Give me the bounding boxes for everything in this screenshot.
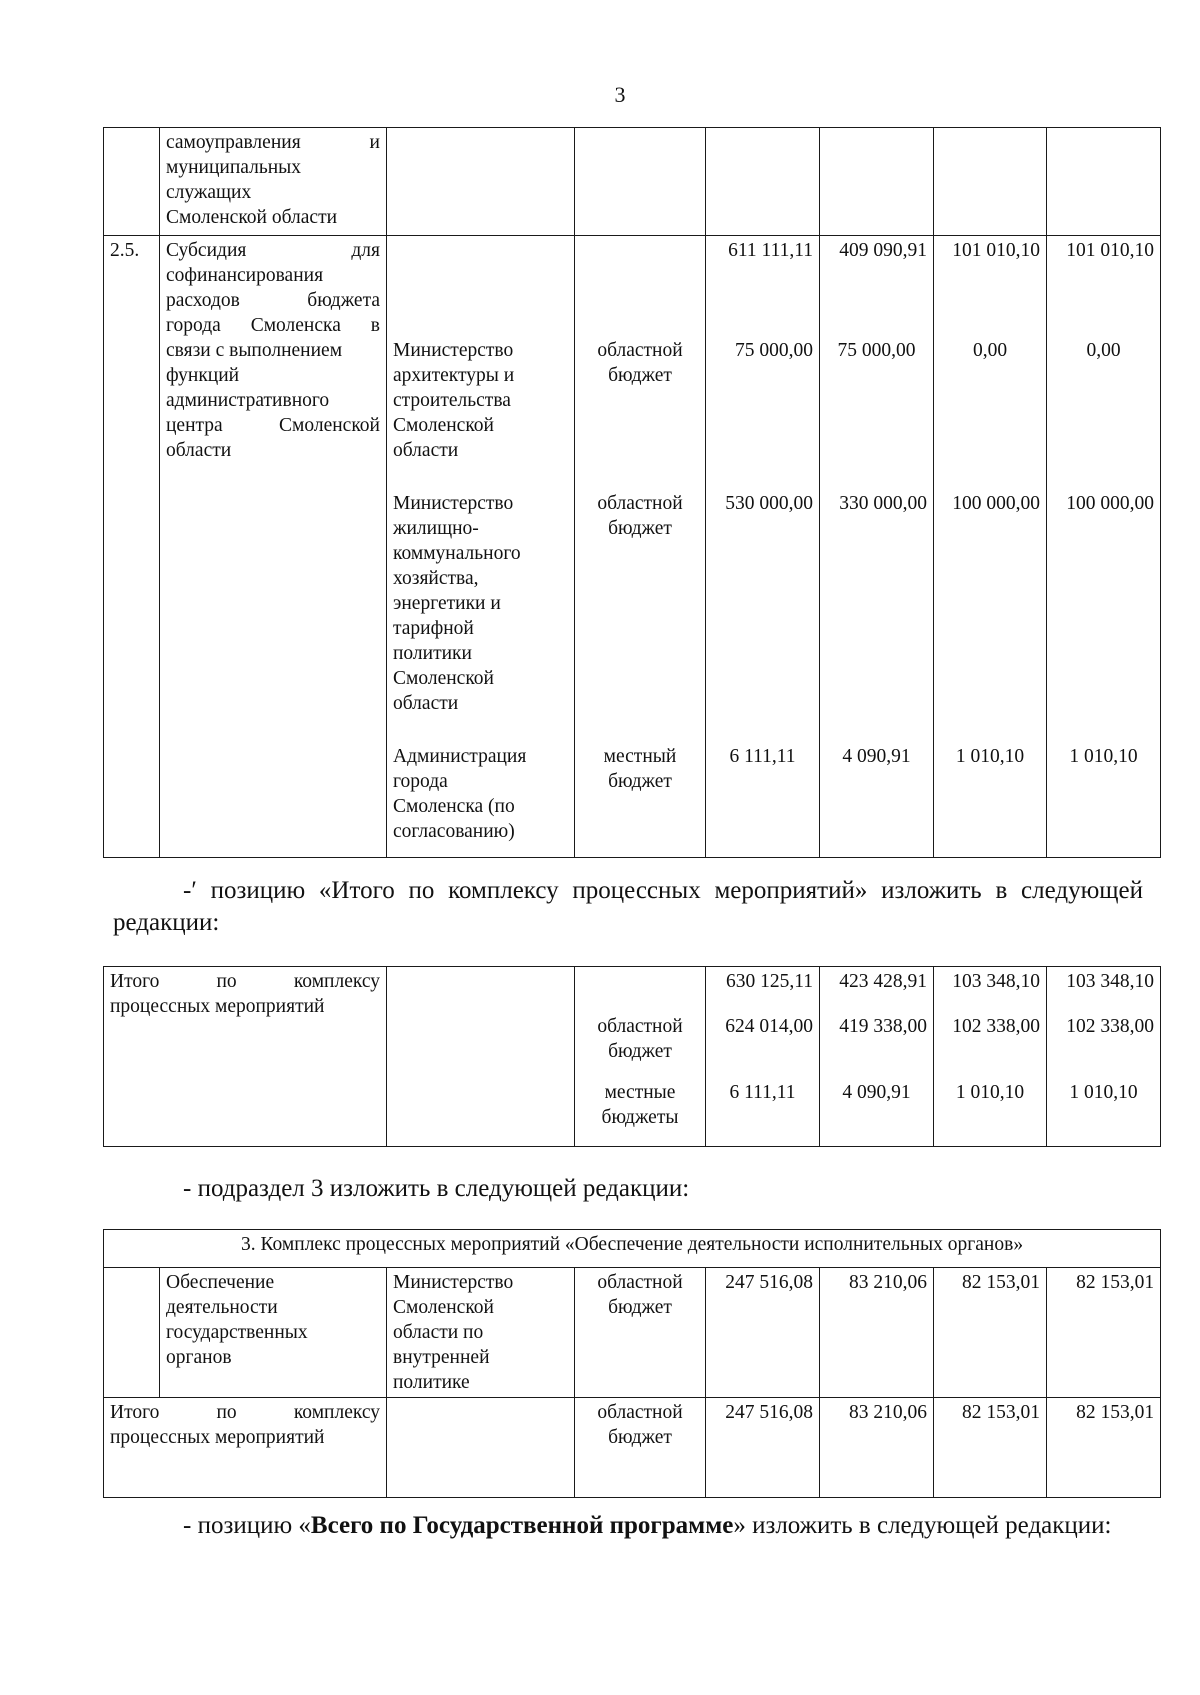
value-total: 409 090,91 [839, 240, 927, 261]
row-number: 2.5. [110, 240, 140, 261]
value-total: 101 010,10 [952, 240, 1040, 261]
value: 100 000,00 [952, 493, 1040, 514]
value: 6 111,11 [729, 746, 796, 767]
value-total: 101 010,10 [1066, 240, 1154, 261]
value: 75 000,00 [735, 340, 813, 361]
cell-text: энергетики и [393, 593, 501, 614]
cell-text: тарифной [393, 618, 474, 639]
instruction-paragraph [113, 1173, 1143, 1205]
cell-text: служащих [166, 182, 252, 203]
cell-text: административного [166, 390, 330, 411]
cell-text: бюджет [608, 1427, 672, 1448]
cell-text: органов [166, 1347, 232, 1368]
page-number: 3 [614, 82, 626, 107]
table-row [104, 236, 1161, 858]
cell-text: Итого по комплексу [110, 971, 380, 992]
cell-text: бюджет [608, 1041, 672, 1062]
value-total: 611 111,11 [728, 240, 813, 261]
paragraph-text-start: - позицию « [183, 1512, 311, 1539]
cell-text: областной [597, 493, 683, 514]
value-total: 103 348,10 [952, 971, 1040, 992]
table-row [104, 1268, 1161, 1398]
value: 102 338,00 [952, 1016, 1040, 1037]
cell-text: бюджет [608, 771, 672, 792]
table-section-3 [103, 1229, 1161, 1498]
table-row [104, 128, 1161, 236]
value: 419 338,00 [839, 1016, 927, 1037]
table-row [104, 1398, 1161, 1498]
cell-text: Администрация [393, 746, 527, 767]
value: 83 210,06 [849, 1272, 927, 1293]
cell-text: бюджет [608, 365, 672, 386]
cell-text: внутренней [393, 1347, 490, 1368]
cell-text: области [166, 440, 232, 461]
cell-text: области [393, 693, 459, 714]
cell-text: центра Смоленской [166, 415, 380, 436]
cell-text: Смоленской [393, 668, 494, 689]
cell-text: местный [603, 746, 677, 767]
cell-text: муниципальных [166, 157, 302, 178]
value: 6 111,11 [729, 1082, 796, 1103]
value: 75 000,00 [837, 340, 916, 361]
table-row [104, 1230, 1161, 1268]
cell-text: областной [597, 1272, 683, 1293]
cell-text: политики [393, 643, 472, 664]
cell-text: деятельности [166, 1297, 278, 1318]
instruction-paragraph [113, 875, 1143, 939]
value: 624 014,00 [725, 1016, 813, 1037]
table-subsidy [103, 127, 1161, 858]
cell-text: государственных [166, 1322, 308, 1343]
cell-text: Смоленской области [166, 207, 338, 228]
cell-text: жилищно- [393, 518, 479, 539]
value: 82 153,01 [1076, 1272, 1155, 1293]
cell-text: функций [166, 365, 240, 386]
cell-text: бюджеты [601, 1107, 679, 1128]
cell-text: областной [597, 340, 683, 361]
cell-text: связи с выполнением [166, 340, 343, 361]
value: 4 090,91 [842, 1082, 911, 1103]
cell-text: области [393, 440, 459, 461]
cell-text: согласованию) [393, 821, 515, 842]
cell-text: процессных мероприятий [110, 1427, 325, 1448]
cell-text: Министерство [393, 340, 514, 361]
value: 1 010,10 [955, 1082, 1025, 1103]
cell-text: процессных мероприятий [110, 996, 325, 1017]
value: 82 153,01 [962, 1272, 1040, 1293]
value: 0,00 [1086, 340, 1121, 361]
cell-text: бюджет [608, 1297, 672, 1318]
cell-text: Субсидия для [166, 240, 380, 261]
cell-text: Смоленской [393, 415, 494, 436]
value: 330 000,00 [839, 493, 927, 514]
cell-text: строительства [393, 390, 511, 411]
cell-text: Смоленской [393, 1297, 494, 1318]
value-total: 103 348,10 [1066, 971, 1154, 992]
cell-text: Смоленска (по [393, 796, 515, 817]
cell-text: самоуправления и [166, 132, 380, 153]
cell-text: местные [604, 1082, 676, 1103]
value: 1 010,10 [1069, 1082, 1138, 1103]
value: 83 210,06 [849, 1402, 927, 1423]
cell-text: Обеспечение [166, 1272, 275, 1293]
paragraph-text-end: » изложить в следующей редакции: [733, 1512, 1112, 1539]
value-total: 630 125,11 [725, 971, 813, 992]
cell-text: софинансирования [166, 265, 324, 286]
value: 4 090,91 [842, 746, 911, 767]
paragraph-text: позицию «Итого по комплексу процессных мероприятий» изложить в следующей редакции: [113, 877, 1143, 936]
value: 247 516,08 [725, 1402, 813, 1423]
paragraph-text: - подраздел 3 изложить в следующей редакции: [183, 1175, 690, 1202]
value: 100 000,00 [1066, 493, 1154, 514]
cell-text: архитектуры и [393, 365, 515, 386]
value-total: 423 428,91 [839, 971, 927, 992]
cell-text: города [393, 771, 448, 792]
table-total-complex [103, 966, 1161, 1147]
hand-mark: -ʹ [183, 877, 197, 904]
value: 102 338,00 [1066, 1016, 1154, 1037]
value: 82 153,01 [1076, 1402, 1155, 1423]
cell-text: Итого по комплексу [110, 1402, 380, 1423]
cell-text: областной [597, 1402, 683, 1423]
cell-text: расходов бюджета [166, 290, 380, 311]
value: 247 516,08 [725, 1272, 813, 1293]
cell-text: коммунального [393, 543, 521, 564]
value: 0,00 [972, 340, 1008, 361]
section-header: 3. Комплекс процессных мероприятий «Обеспечение деятельности исполнительных органов» [241, 1234, 1024, 1255]
cell-text: политике [393, 1372, 470, 1393]
cell-text: бюджет [608, 518, 672, 539]
cell-text: Министерство [393, 1272, 514, 1293]
value: 1 010,10 [955, 746, 1025, 767]
table-row [104, 967, 1161, 1147]
cell-text: Министерство [393, 493, 514, 514]
value: 1 010,10 [1069, 746, 1138, 767]
cell-text: области по [393, 1322, 484, 1343]
value: 530 000,00 [725, 493, 813, 514]
cell-text: областной [597, 1016, 683, 1037]
value: 82 153,01 [962, 1402, 1040, 1423]
cell-text: города Смоленска в [166, 315, 380, 336]
instruction-paragraph [113, 1510, 1143, 1542]
paragraph-text-bold: Всего по Государственной программе [310, 1512, 734, 1539]
cell-text: хозяйства, [393, 568, 479, 589]
